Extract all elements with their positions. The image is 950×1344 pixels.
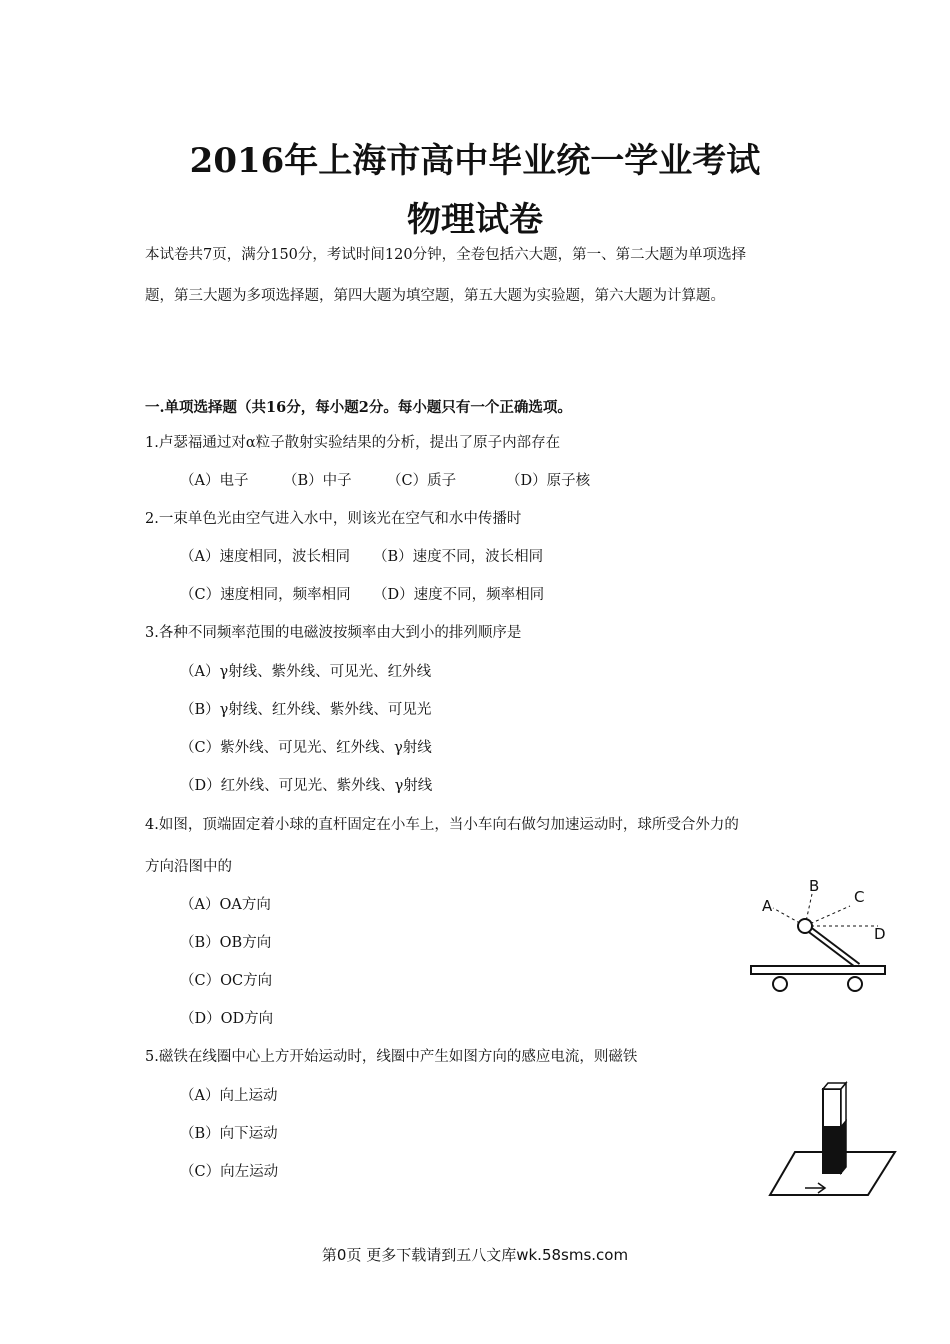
cart-wheel-left	[773, 977, 787, 991]
question-2-stem: 2.一束单色光由空气进入水中，则该光在空气和水中传播时	[145, 511, 522, 527]
question-4-stem-line-1: 4.如图，顶端固定着小球的直杆固定在小车上，当小车向右做匀加速运动时，球所受合外力的	[145, 817, 739, 833]
exam-subtitle: 物理试卷	[407, 200, 543, 240]
q4-option-a: （A）OA方向	[180, 897, 271, 913]
q4-option-c: （C）OC方向	[180, 973, 273, 989]
label-b: B	[809, 877, 820, 895]
rod-inner	[805, 926, 858, 966]
q2-option-c: （C）速度相同，频率相同	[180, 587, 351, 603]
q1-option-d: （D）原子核	[506, 473, 591, 489]
q2-option-a: （A）速度相同，波长相同	[180, 549, 350, 565]
label-c: C	[854, 888, 865, 906]
q1-option-a: （A）电子	[180, 473, 249, 489]
q3-option-d: （D）红外线、可见光、紫外线、γ射线	[180, 778, 433, 794]
question-3-stem: 3.各种不同频率范围的电磁波按频率由大到小的排列顺序是	[145, 625, 522, 641]
page-footer: 第0页 更多下载请到五八文库wk.58sms.com	[321, 1246, 629, 1264]
magnet-coil-figure	[765, 1075, 905, 1205]
q3-option-b: （B）γ射线、红外线、紫外线、可见光	[180, 702, 432, 718]
question-5-stem: 5.磁铁在线圈中心上方开始运动时，线圈中产生如图方向的感应电流，则磁铁	[145, 1049, 638, 1065]
intro-line-2: 题，第三大题为多项选择题，第四大题为填空题，第五大题为实验题，第六大题为计算题。	[145, 288, 725, 304]
cart-platform	[751, 966, 885, 974]
q2-option-b: （B）速度不同，波长相同	[373, 549, 544, 565]
ball	[798, 919, 812, 933]
intro-line-1: 本试卷共7页，满分150分，考试时间120分钟，全卷包括六大题，第一、第二大题为单项选择	[145, 247, 747, 263]
q3-option-a: （A）γ射线、紫外线、可见光、红外线	[180, 664, 432, 680]
cart-wheel-right	[848, 977, 862, 991]
question-1-stem: 1.卢瑟福通过对α粒子散射实验结果的分析，提出了原子内部存在	[145, 435, 561, 451]
q4-option-b: （B）OB方向	[180, 935, 272, 951]
q1-option-b: （B）中子	[283, 473, 352, 489]
q5-option-a: （A）向上运动	[180, 1088, 278, 1104]
label-a: A	[762, 897, 773, 915]
q5-option-c: （C）向左运动	[180, 1164, 279, 1180]
q1-option-c: （C）质子	[387, 473, 457, 489]
magnet-upper	[823, 1089, 841, 1127]
q2-option-d: （D）速度不同，频率相同	[373, 587, 545, 603]
magnet-lower	[823, 1127, 841, 1173]
exam-title: 2016年上海市高中毕业统一学业考试	[189, 141, 761, 181]
section-heading: 一.单项选择题（共16分，每小题2分。每小题只有一个正确选项。	[145, 399, 572, 416]
q3-option-c: （C）紫外线、可见光、红外线、γ射线	[180, 740, 432, 756]
question-4-stem-line-2: 方向沿图中的	[145, 859, 232, 875]
q5-option-b: （B）向下运动	[180, 1126, 278, 1142]
magnet-side-lower	[841, 1121, 846, 1173]
cart-figure	[740, 870, 900, 1000]
magnet-side-upper	[841, 1083, 846, 1127]
label-d: D	[874, 925, 886, 943]
q4-option-d: （D）OD方向	[180, 1011, 274, 1027]
